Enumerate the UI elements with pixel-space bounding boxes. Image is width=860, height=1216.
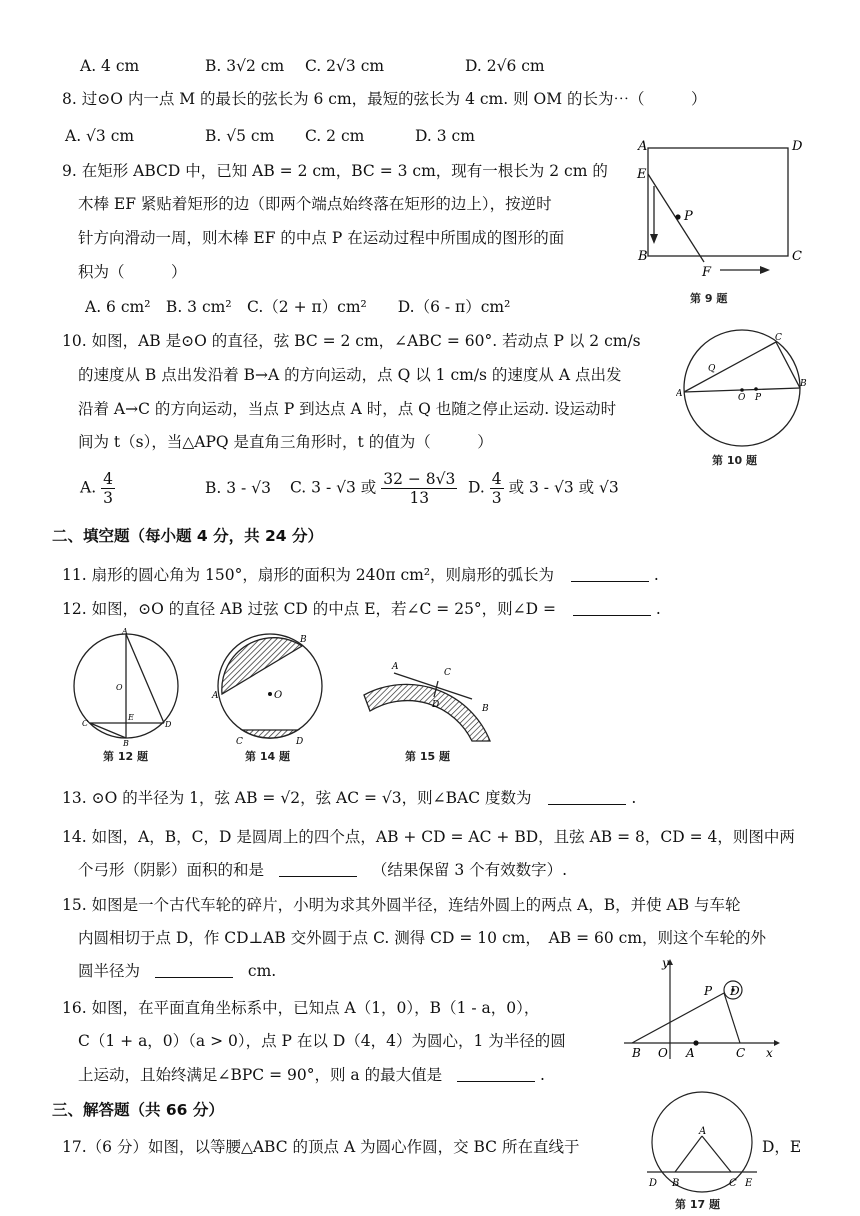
section-2-heading: 二、填空题（每小题 4 分，共 24 分） [52, 527, 323, 545]
q10-option-d-prefix: D. [468, 478, 485, 497]
fig14 [208, 628, 332, 748]
q10-option-a [80, 470, 115, 507]
fig15-label-d: D [432, 700, 440, 710]
q15-answer-blank[interactable] [155, 961, 233, 978]
q7-option-a: A. 4 cm [80, 57, 140, 75]
q16-label-a: A [686, 1046, 695, 1060]
q17-figure [645, 1090, 761, 1196]
q9-line-1: 9. 在矩形 ABCD 中，已知 AB = 2 cm，BC = 3 cm，现有一根长为 2 cm 的 [62, 162, 608, 180]
q9-line-3: 针方向滑动一周，则木棒 EF 的中点 P 在运动过程中所围成的图形的面 [78, 229, 565, 247]
q10-label-c: C [775, 333, 782, 343]
q17-line-1: 17.（6 分）如图，以等腰△ABC 的顶点 A 为圆心作圆，交 BC 所在直线于 [62, 1138, 580, 1156]
fig15-label-b: B [482, 704, 489, 714]
fig14-label-d: D [296, 737, 304, 747]
q16-label-d: D [730, 984, 740, 998]
q10-option-a-num: 4 [103, 470, 113, 488]
q15-line-3-post: cm. [247, 962, 277, 980]
q9-options: A. 6 cm² B. 3 cm² C.（2 + π）cm² D.（6 - π）cm² [85, 298, 511, 316]
q10-label-a: A [676, 389, 683, 399]
q17-label-e: E [745, 1178, 753, 1189]
fig14-label-c: C [236, 737, 243, 747]
q15-line-3-pre: 圆半径为 [78, 962, 141, 980]
fig14-label-a: A [212, 691, 219, 701]
q10-option-b: B. 3 - √3 [205, 479, 271, 497]
q12-answer-blank[interactable] [573, 599, 651, 616]
q10-caption: 第 10 题 [712, 454, 757, 467]
q10-option-c-prefix: C. 3 - √3 或 [290, 478, 377, 497]
q10-option-d-fraction [490, 470, 504, 507]
q16-label-c: C [736, 1046, 746, 1060]
q16-line-2: C（1 + a，0）（a > 0），点 P 在以 D（4，4）为圆心，1 为半径的圆 [78, 1032, 566, 1050]
q17-label-b: B [672, 1178, 680, 1189]
fig12-caption: 第 12 题 [103, 750, 148, 763]
q9-caption: 第 9 题 [690, 292, 728, 305]
q17-caption: 第 17 题 [675, 1198, 720, 1211]
q9-line-2: 木棒 EF 紧贴着矩形的边（即两个端点始终落在矩形的边上），按逆时 [78, 195, 552, 213]
q10-line-4: 间为 t（s），当△APQ 是直角三角形时，t 的值为（ ） [78, 433, 493, 451]
q13-text: 13. ⊙O 的半径为 1，弦 AB = √2，弦 AC = √3，则∠BAC 度数为 [62, 789, 532, 807]
q9-label-d: D [792, 139, 803, 154]
fig15 [358, 655, 498, 745]
q10-label-q: Q [708, 364, 716, 374]
q13: 13. ⊙O 的半径为 1，弦 AB = √2，弦 AC = √3，则∠BAC 度数为 . [62, 789, 637, 807]
q9-label-p: P [684, 209, 693, 224]
q12: 12. 如图，⊙O 的直径 AB 过弦 CD 的中点 E，若∠C = 25°，则∠D = . [62, 600, 661, 618]
q16-label-x: x [766, 1046, 773, 1060]
q16-label-y: y [662, 956, 669, 970]
fig15-label-a: A [392, 662, 399, 672]
q10-option-a-den: 3 [103, 489, 113, 507]
q10-option-d [468, 470, 619, 507]
q14-line-1: 14. 如图，A，B，C，D 是圆周上的四个点，AB + CD = AC + BD，且弦 AB = 8，CD = 4，则图中两 [62, 828, 795, 846]
q10-option-d-den: 3 [491, 489, 502, 507]
q9-figure [634, 136, 814, 286]
q16-line-3: 上运动，且始终满足∠BPC = 90°，则 a 的最大值是 . [78, 1066, 545, 1084]
q16-line-3-text: 上运动，且始终满足∠BPC = 90°，则 a 的最大值是 [78, 1066, 443, 1084]
section-3-heading: 三、解答题（共 66 分） [52, 1101, 224, 1119]
q17-label-c: C [729, 1178, 737, 1189]
fig12-label-d: D [165, 720, 172, 729]
q10-option-c [290, 470, 457, 507]
fig12-label-o: O [116, 683, 123, 692]
q10-label-p: P [755, 393, 762, 403]
q13-answer-blank[interactable] [548, 788, 626, 805]
q17-label-a: A [699, 1126, 707, 1137]
fig12-label-a: A [122, 628, 128, 636]
q10-option-d-num: 4 [491, 470, 502, 488]
q10-option-d-suffix: 或 3 - √3 或 √3 [508, 478, 619, 497]
q16-line-1: 16. 如图，在平面直角坐标系中，已知点 A（1，0），B（1 - a，0）， [62, 999, 540, 1017]
fig12 [68, 628, 188, 748]
fig12-label-c: C [82, 719, 89, 728]
q14-answer-blank[interactable] [279, 860, 357, 877]
q9-label-a: A [638, 139, 648, 154]
q11-answer-blank[interactable] [571, 565, 649, 582]
q10-label-o: O [738, 393, 746, 403]
q10-label-b: B [800, 379, 807, 389]
q8-option-d: D. 3 cm [415, 127, 475, 145]
q8-option-a: A. √3 cm [65, 127, 135, 145]
fig15-caption: 第 15 题 [405, 750, 450, 763]
q10-option-c-den: 13 [409, 489, 430, 507]
fig14-label-o: O [274, 690, 283, 701]
q16-label-p: P [704, 984, 713, 998]
fig14-label-b: B [300, 635, 307, 645]
q10-option-a-prefix: A. [80, 478, 97, 497]
q11-text: 11. 扇形的圆心角为 150°，扇形的面积为 240π cm²，则扇形的弧长为 [62, 566, 555, 584]
q15-line-1: 15. 如图是一个古代车轮的碎片，小明为求其外圆半径，连结外圆上的两点 A，B，并使 AB 与车轮 [62, 896, 741, 914]
q14-line-2-post: （结果保留 3 个有效数字）. [371, 861, 568, 879]
q16-figure [618, 955, 784, 1065]
q7-option-c: C. 2√3 cm [305, 57, 385, 75]
q10-line-2: 的速度从 B 点出发沿着 B→A 的方向运动，点 Q 以 1 cm/s 的速度从 A 点出发 [78, 366, 622, 384]
q14-line-2 [78, 859, 567, 881]
q16-label-b: B [632, 1046, 641, 1060]
q7-option-d: D. 2√6 cm [465, 57, 545, 75]
q9-label-f: F [702, 265, 712, 280]
q8-option-c: C. 2 cm [305, 127, 365, 145]
q8-option-b: B. √5 cm [205, 127, 275, 145]
q9-label-c: C [792, 249, 802, 264]
q10-option-c-num: 32 − 8√3 [383, 470, 456, 488]
q17-label-d: D [649, 1178, 658, 1189]
q16-label-o: O [658, 1046, 668, 1060]
q9-label-e: E [637, 167, 647, 182]
q14-line-2-pre: 个弓形（阴影）面积的和是 [78, 861, 265, 879]
fig12-label-b: B [123, 739, 129, 748]
q12-text: 12. 如图，⊙O 的直径 AB 过弦 CD 的中点 E，若∠C = 25°，则∠D = [62, 600, 557, 618]
q17-tail: D，E [762, 1138, 802, 1156]
q7-option-b: B. 3√2 cm [205, 57, 285, 75]
q10-option-a-fraction [101, 470, 115, 507]
q11: 11. 扇形的圆心角为 150°，扇形的面积为 240π cm²，则扇形的弧长为 . [62, 566, 659, 584]
fig15-label-c: C [444, 668, 451, 678]
q16-answer-blank[interactable] [457, 1065, 535, 1082]
fig14-caption: 第 14 题 [245, 750, 290, 763]
q10-figure [676, 326, 812, 452]
q8-question: 8. 过⊙O 内一点 M 的最长的弦长为 6 cm，最短的弦长为 4 cm. 则 OM 的长为⋯（ ） [62, 90, 707, 108]
q15-line-3 [78, 960, 276, 982]
q15-line-2: 内圆相切于点 D，作 CD⊥AB 交外圆于点 C. 测得 CD = 10 cm， AB = 60 cm，则这个车轮的外 [78, 929, 767, 947]
q9-line-4: 积为（ ） [78, 263, 187, 281]
q10-line-3: 沿着 A→C 的方向运动，当点 P 到达点 A 时，点 Q 也随之停止运动. 设运动时 [78, 400, 617, 418]
q10-line-1: 10. 如图，AB 是⊙O 的直径，弦 BC = 2 cm，∠ABC = 60°. 若动点 P 以 2 cm/s [62, 332, 641, 350]
q9-label-b: B [638, 249, 648, 264]
fig12-label-e: E [128, 713, 134, 722]
q10-option-c-fraction [381, 470, 457, 507]
